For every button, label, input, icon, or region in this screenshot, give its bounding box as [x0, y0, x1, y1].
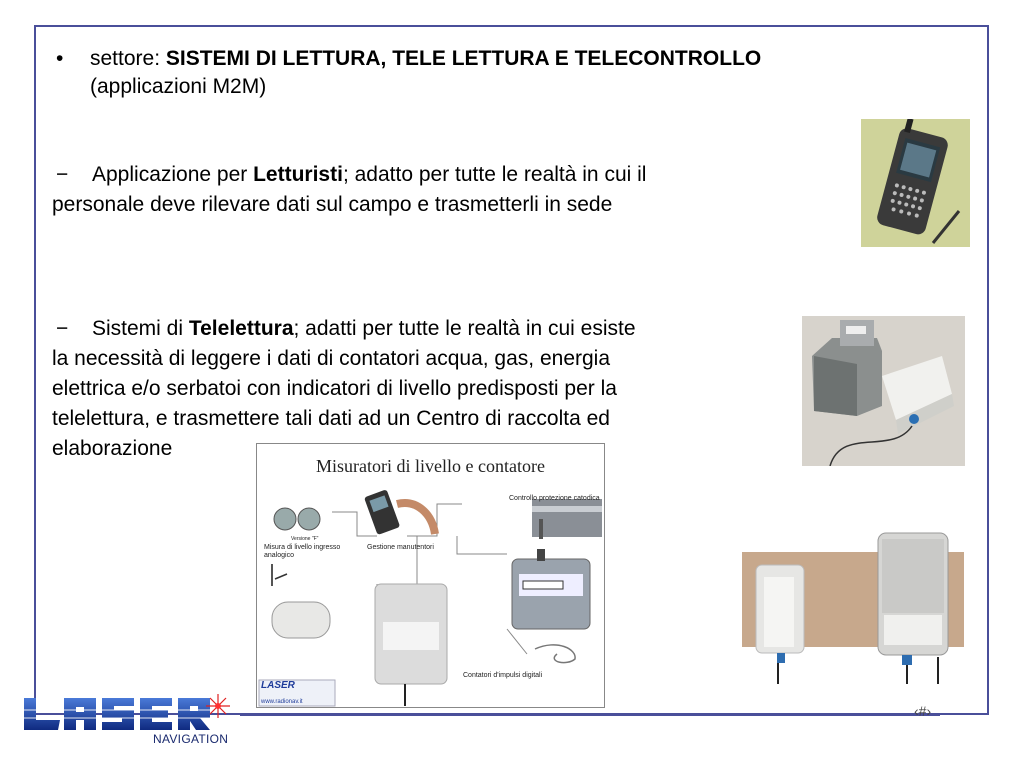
bullet-symbol: • [56, 47, 64, 70]
sector-prefix: settore: [90, 47, 166, 70]
label-versione: Versione "F" [291, 536, 319, 542]
sector-title: SISTEMI DI LETTURA, TELE LETTURA E TELECONTROLLO [165, 47, 762, 70]
inset-url: www.radionav.it [261, 699, 303, 705]
level-and-meter-figure [256, 443, 605, 708]
inset-logo: LASER [261, 680, 295, 691]
figure-diagram [257, 444, 604, 707]
logo-subtitle: NAVIGATION [153, 732, 229, 746]
label-gestione: Gestione manutentori [367, 544, 434, 551]
para2-prefix: Sistemi di [92, 317, 189, 340]
sector-subtitle: (applicazioni M2M) [90, 75, 267, 98]
telelettura-paragraph [52, 314, 636, 464]
dash-symbol: − [56, 163, 69, 186]
dash-symbol: − [56, 317, 69, 340]
handheld-device-photo [861, 119, 970, 247]
para1-line1-rest: ; adatto per tutte le realtà in cui il [342, 163, 647, 186]
para1-prefix: Applicazione per [92, 163, 254, 186]
label-protezione: Controllo protezione catodica [509, 495, 600, 502]
wall-boxes-photo [742, 527, 964, 684]
para2-bold: Telelettura [188, 317, 294, 340]
para2-line5: elaborazione [52, 437, 173, 460]
para1-line2: personale deve rilevare dati sul campo e trasmetterli in sede [52, 193, 613, 216]
para2-line3: elettrica e/o serbatoi con indicatori di livello predisposti per la [52, 377, 617, 400]
footer-rule [240, 714, 940, 716]
meter-device-photo [802, 316, 965, 466]
figure-title: Misuratori di livello e contatore [316, 456, 545, 476]
label-contatori: Contatori d'impulsi digitali [463, 672, 543, 679]
para2-line4: telelettura, e trasmettere tali dati ad un Centro di raccolta ed [52, 407, 610, 430]
page-number: ‹#› [914, 703, 932, 719]
label-misura: Misura di livello ingresso analogico [264, 544, 341, 559]
letturisti-paragraph [52, 160, 646, 220]
para1-bold: Letturisti [253, 163, 343, 186]
para2-line1-rest: ; adatti per tutte le realtà in cui esiste [293, 317, 636, 340]
para2-line2: la necessità di leggere i dati di contatori acqua, gas, energia [52, 347, 611, 370]
